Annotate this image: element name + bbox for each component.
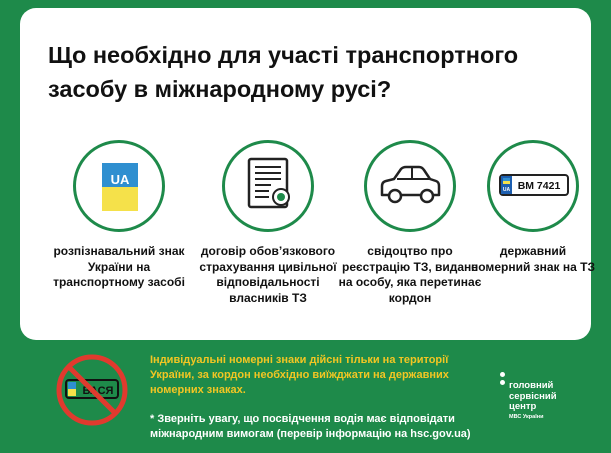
caption-registration: свідоцтво про реєстрацію ТЗ, видане на особу, яка перетинає кордон [338,244,482,305]
icon-circle [487,140,579,232]
info-card [20,8,595,340]
plate-country: UA [502,187,511,193]
caption-insurance: договір обов’язкового страхування цивільної відповідальності власників ТЗ [199,244,337,305]
logo-line3: центр [509,401,537,412]
page-title: Що необхідно для участі транспортного засобу в міжнародному русі? [48,42,519,102]
logo-line1: головний [509,380,554,391]
requirement-registration [335,140,485,306]
caption-ua-sign: розпізнавальний знак України на транспортному засобі [53,244,185,289]
requirement-insurance [188,140,348,306]
requirement-ua-sign [49,140,189,291]
icon-circle [222,140,314,232]
flag-text: UA [110,172,130,187]
insurance-document-icon [225,143,311,229]
license-plate-icon [490,143,576,229]
logo-dots [500,372,505,388]
requirement-plate [470,140,596,275]
plate-number: ВМ 7421 [517,180,561,192]
logo-text [509,381,557,421]
car-icon [367,143,453,229]
ua-flag-icon [76,143,162,229]
notice-text: Індивідуальні номерні знаки дійсні тільки на території України, за кордон необхідно виїжджати на державних номерних знаках. [150,354,449,396]
icon-circle [364,140,456,232]
logo-line2: сервісний [509,390,557,402]
note-text: * Зверніть увагу, що посвідчення водія має відповідати міжнародним вимогам (перевір інформацію на hsc.gov.ua) [150,413,471,440]
crossed-plate-text: ВАСЯ [82,385,114,397]
caption-plate: державний номерний знак на ТЗ [471,244,595,274]
logo-subline: МВС України [509,413,544,420]
icon-circle [73,140,165,232]
prohibited-plate-icon [54,352,130,433]
